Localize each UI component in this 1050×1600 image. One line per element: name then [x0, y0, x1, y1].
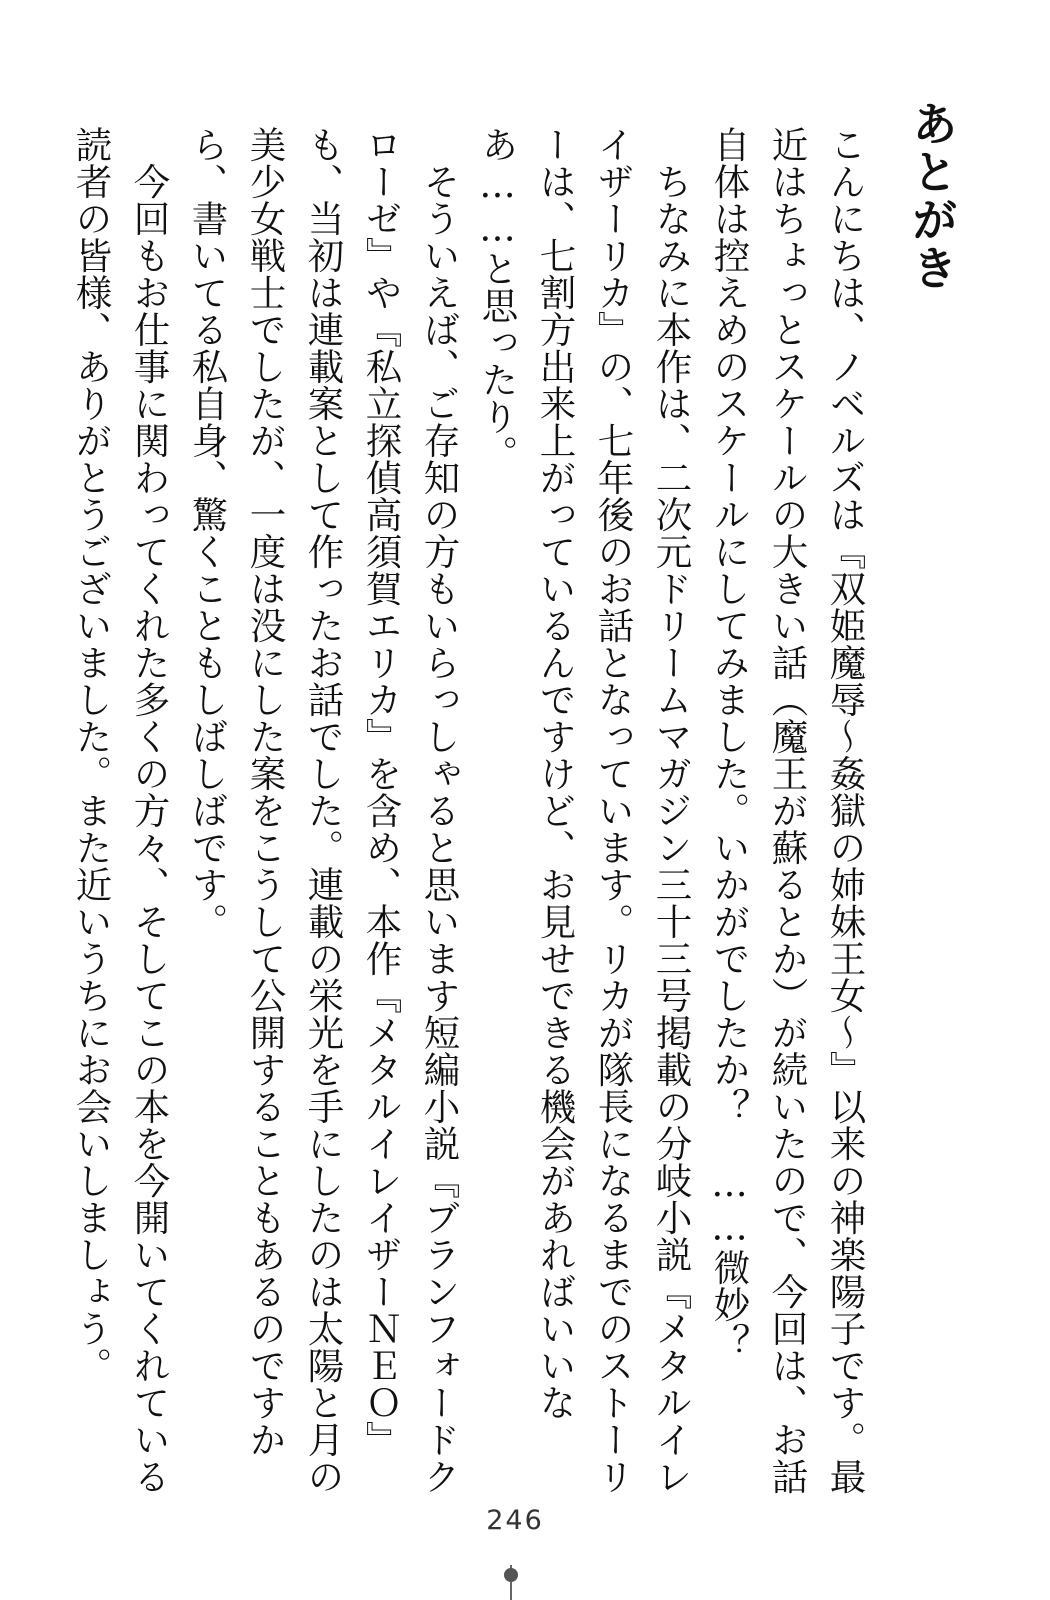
paragraph-4: 今回もお仕事に関わってくれた多くの方々、そしてこの本を今開いてくれている読者の皆様、ありがとうございました。また近いうちにお会いしましょう。: [70, 126, 171, 1495]
afterword-heading: あとがき: [905, 100, 959, 292]
paragraph-2: ちなみに本作は、二次元ドリームマガジン三十三号掲載の分岐小説『メタルイレイザーリカ』の、七年後のお話となっています。リカが隊長になるまでのストーリーは、七割方出来上がっているんですけど、お見せできる機会があればいいなあ……と思ったり。: [476, 126, 693, 1495]
paragraph-3: そういえば、ご存知の方もいらっしゃると思います短編小説『ブランフォードクローゼ』や『私立探偵高須賀エリカ』を含め、本作『メタルイレイザーＮＥＯ』も、当初は連載案として作ったお話でした。連載の栄光を手にしたのは太陽と月の美少女戦士でしたが、一度は没にした案をこうして公開することもあるのですから、書いてる私自身、驚くこともしばしばです。: [186, 126, 461, 1495]
paragraph-1: こんにちは、ノベルズは『双姫魔辱～姦獄の姉妹王女～』以来の神楽陽子です。最近はちょっとスケールの大きい話（魔王が蘇るとか）が続いたので、今回は、お話自体は控えめのスケールにしてみました。いかがでしたか？ ……微妙？: [708, 126, 867, 1495]
page-marker-dot: [504, 1568, 518, 1582]
afterword-text-block: [50, 90, 980, 1500]
page-number: 246: [486, 1505, 544, 1536]
